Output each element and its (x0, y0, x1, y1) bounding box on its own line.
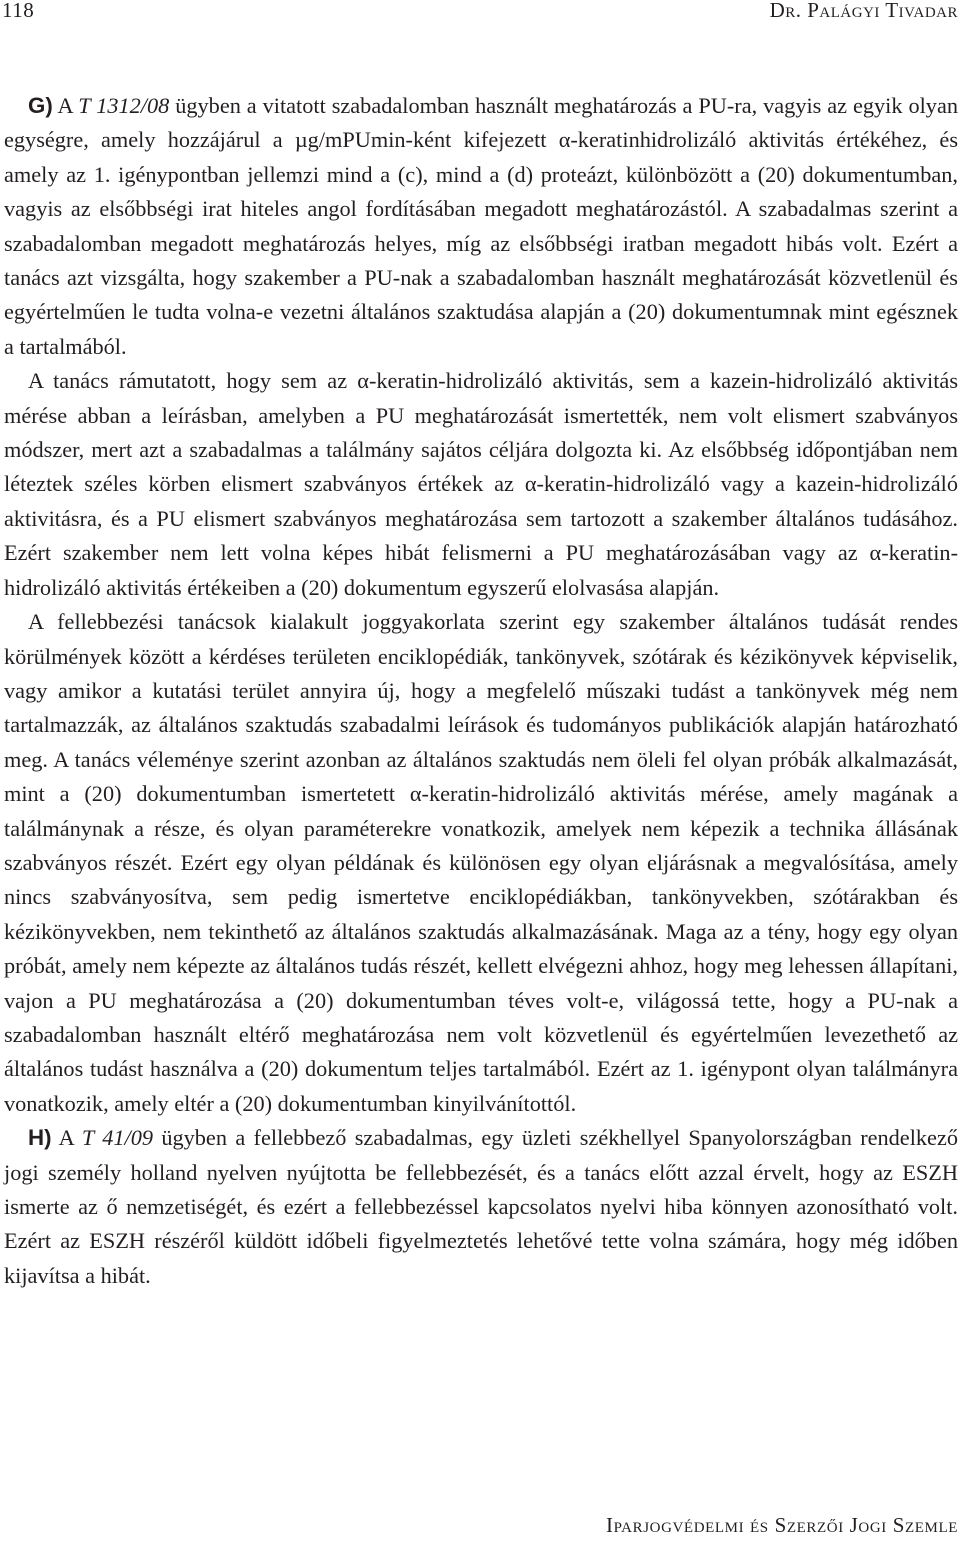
section-g-case-number: T 1312/08 (78, 93, 170, 118)
section-h-text: ügyben a fellebbező szabadalmas, egy üzleti székhellyel Spanyolországban rendelkező jogi személy holland nyelven nyújtotta be fellebbezését, és a tanács előtt azzal érvelt, hogy az ESZH ismerte az ő nemzetiségét, és ezért a fellebbezéssel kapcsolatos nyelvi hiba könnyen azonosítható volt. Ezért az ESZH részéről küldött időbeli figyelmeztetés lehetővé tette volna számára, hogy még időben kijavítsa a hibát. (4, 1125, 958, 1288)
section-g-paragraph (4, 89, 958, 364)
running-head-author: Dr. Palágyi Tivadar (769, 0, 958, 22)
section-h-paragraph (4, 1121, 958, 1293)
section-g-intro: A (52, 93, 79, 118)
section-g-paragraph-2: A tanács rámutatott, hogy sem az α-keratin-hidrolizáló aktivitás, sem a kazein-hidrolizáló aktivitás mérése abban a leírásban, amelyben a PU meghatározását ismertették, nem volt elismert szabványos módszer, mert azt a szabadalmas a találmány sajátos céljára dolgozta ki. Az elsőbbség időpontjában nem léteztek széles körben elismert szabványos értékek az α-keratin-hidrolizáló vagy a kazein-hidrolizáló aktivitásra, és a PU elismert szabványos meghatározása sem tartozott a szakember általános tudásához. Ezért szakember nem lett volna képes hibát felismerni a PU meghatározásában vagy az α-keratin-hidrolizáló aktivitás értékeiben a (20) dokumentum egyszerű elolvasása alapján. (4, 368, 958, 600)
section-g-letter: G) (28, 93, 53, 118)
section-h-case-number: T 41/09 (81, 1125, 153, 1151)
footer-journal-title: Iparjogvédelmi és Szerzői Jogi Szemle (606, 1513, 958, 1537)
section-g-text: ügyben a vitatott szabadalomban használt meghatározás a PU-ra, vagyis az egyik olyan egységre, amely hozzájárul a µg/mPUmin-ként kifejezett α-keratinhidrolizáló aktivitás értékéhez, és amely az 1. igénypontban jellemzi mind a (c), mind a (d) proteázt, különbözött a (20) dokumentumban, vagyis az elsőbbségi irat hiteles angol fordításában megadott meghatározástól. A szabadalmas szerint a szabadalomban megadott meghatározás helyes, míg az elsőbbségi iratban megadott hibás volt. Ezért a tanács azt vizsgálta, hogy szakember a PU-nak a szabadalomban használt meghatározását közvetlenül és egyértelműen le tudta volna-e vezetni általános szaktudása alapján a (20) dokumentumnak mint egésznek a tartalmából. (4, 93, 958, 359)
section-h-intro: A (51, 1125, 82, 1151)
page-number: 118 (2, 0, 35, 22)
section-h-letter: H) (28, 1125, 52, 1151)
section-g-paragraph-3: A fellebbezési tanácsok kialakult joggyakorlata szerint egy szakember általános tudását rendes körülmények között a kérdéses területen enciklopédiák, tankönyvek, szótárak és kézikönyvek képviselik, vagy amikor a kutatási terület annyira új, hogy a megfelelő műszaki tudást a tankönyvek még nem tartalmazzák, az általános szaktudás szabadalmi leírások és tudományos publikációk alapján határozható meg. A tanács véleménye szerint azonban az általános szaktudás nem öleli fel olyan próbák alkalmazását, mint a (20) dokumentumban ismertetett α-keratin-hidrolizáló aktivitás mérése, amely magának a találmánynak a része, és olyan paraméterekre vonatkozik, amelyek nem képezik a technika állásának szabványos részét. Ezért egy olyan példának és különösen egy olyan eljárásnak a megvalósítása, amely nincs szabványosítva, sem pedig ismertetve enciklopédiákban, tankönyvekben, szótárakban és kézikönyvekben, nem tekinthető az általános szaktudás alkalmazásának. Maga az a tény, hogy egy olyan próbát, amely nem képezte az általános tudás részét, kellett elvégezni ahhoz, hogy meg lehessen állapítani, vajon a PU meghatározása a (20) dokumentumban téves volt-e, világossá tette, hogy a PU-nak a szabadalomban használt eltérő meghatározása nem volt közvetlenül és egyértelműen levezethető az általános tudást használva a (20) dokumentum teljes tartalmából. Ezért az 1. igénypont olyan találmányra vonatkozik, amely eltér a (20) dokumentumban kinyilvánítottól. (4, 609, 958, 1116)
article-body (4, 89, 958, 1293)
